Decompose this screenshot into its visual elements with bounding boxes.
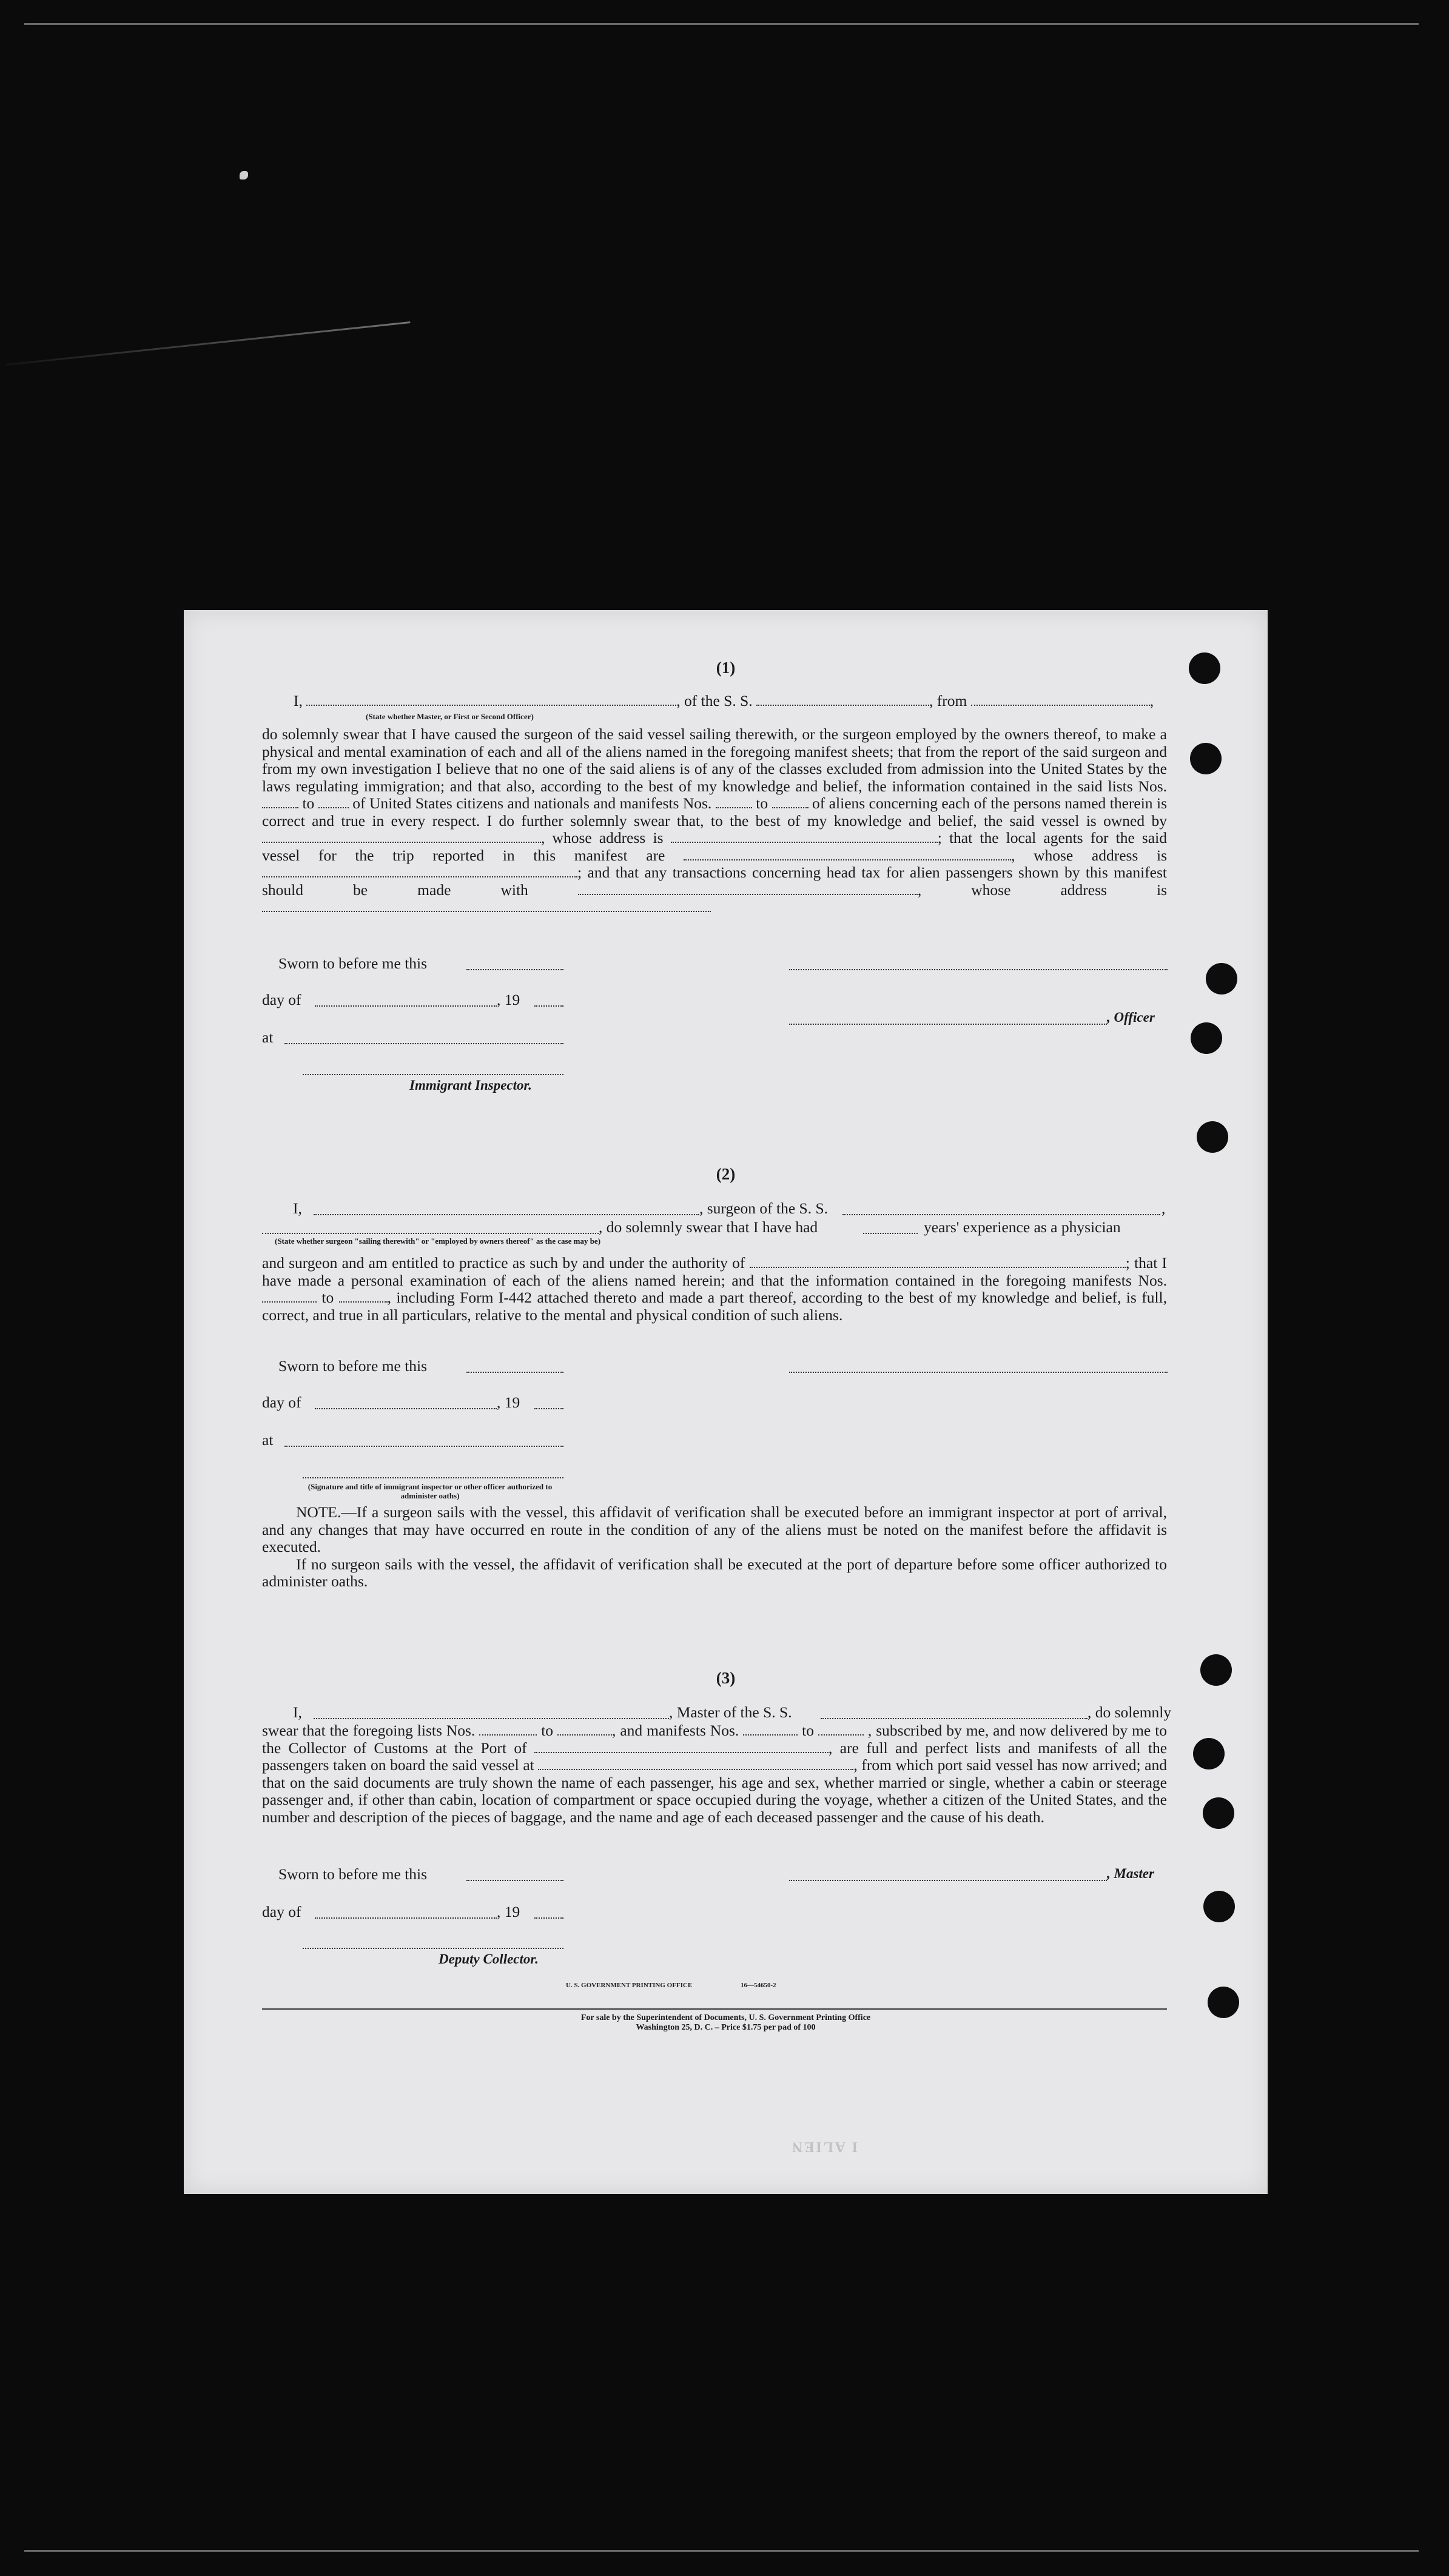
s1-from-port-field[interactable] (971, 694, 1150, 706)
s1-owner-address-field[interactable] (671, 831, 938, 843)
s2-official-signature-field[interactable] (303, 1477, 563, 1478)
s1-paragraph-3: that the local agents for the said vessel for the trip reported in this manifest are (262, 829, 1168, 864)
s3-lists-from-field[interactable] (479, 1723, 537, 1736)
s2-month-field[interactable] (315, 1408, 497, 1409)
s2-swear-label: , do solemnly swear that I have had (599, 1218, 818, 1236)
footer-line-1: For sale by the Superintendent of Documents, U. S. Government Printing Office (580, 2013, 871, 2022)
s3-swear-label: , do solemnly (1088, 1703, 1172, 1721)
s1-head-tax-address-field[interactable] (262, 900, 711, 912)
s1-inspector-signature-field[interactable] (303, 1074, 563, 1075)
s3-to-label: to (541, 1722, 554, 1739)
s3-collector-signature-field[interactable] (303, 1948, 563, 1949)
s2-semicolon: ; (1125, 1254, 1130, 1272)
s3-year-label: , 19 (497, 1903, 520, 1920)
s1-officer-title-field[interactable] (789, 1024, 1107, 1025)
s3-port-field[interactable] (534, 1741, 829, 1753)
s2-surgeon-name-field[interactable] (314, 1214, 699, 1215)
s1-from-label: , from (929, 692, 967, 709)
s1-owner-address-label: , whose address is (541, 829, 664, 847)
s3-master-of-label: , Master of the S. S. (669, 1703, 792, 1721)
s1-agents-field[interactable] (684, 848, 1011, 860)
s2-sworn-date-field[interactable] (466, 1372, 563, 1373)
printing-office-mark: U. S. GOVERNMENT PRINTING OFFICE (566, 1982, 693, 1989)
scan-edge-top (24, 23, 1419, 25)
s1-agents-address-field[interactable] (262, 865, 577, 877)
s3-paragraph-1c: , subscribed by me, and now (867, 1722, 1046, 1739)
s1-manifests-to-field[interactable] (772, 796, 809, 808)
s1-to-label: to (302, 794, 315, 812)
dust-speck (240, 171, 248, 179)
s2-paragraph-2b: , including Form I-442 attached thereto and made a part thereof, according to the best of my knowledge and belief, is full, correct, and true in all particulars, relative to the mental and physical condition of such aliens. (262, 1289, 1167, 1324)
footer-line-2: Washington 25, D. C. – Price $1.75 per pad of 100 (636, 2023, 816, 2032)
manifest-back-page (184, 610, 1268, 2194)
s2-to-label: to (321, 1289, 334, 1306)
punch-hole (1190, 743, 1222, 774)
s2-comma: , (1162, 1199, 1166, 1217)
s1-inspector-label: Immigrant Inspector. (409, 1078, 532, 1093)
s3-manifests-to-field[interactable] (818, 1723, 864, 1736)
form-code: 16—54650-2 (741, 1982, 776, 1989)
s2-paragraph-2: that I have made a personal examination of each of the aliens named herein; and that the information contained in the foregoing manifests Nos. (262, 1254, 1168, 1289)
s3-master-name-field[interactable] (314, 1718, 669, 1719)
s3-master-signature-field[interactable] (789, 1880, 1107, 1881)
punch-hole (1197, 1121, 1228, 1153)
s1-i-label: I, (294, 692, 303, 709)
s3-paragraph-3: manifests of all the passengers taken on board the said vessel at (262, 1739, 1168, 1774)
punch-hole (1203, 1891, 1235, 1922)
s2-i-label: I, (293, 1199, 302, 1217)
section-3-body (262, 1722, 1167, 1826)
s1-paragraph-4b: ; and that any transactions concerning head tax for alien passengers shown by this manifest should be made with (262, 864, 1167, 899)
scan-edge-bottom (24, 2550, 1419, 2552)
s3-sworn-date-field[interactable] (466, 1880, 563, 1881)
s3-manifests-label: , and manifests Nos. (612, 1722, 739, 1739)
s1-paragraph-4c: , whose address is (917, 880, 1168, 899)
bleed-through-text: I ALIEN (790, 2139, 858, 2155)
footer-rule (262, 2008, 1167, 2010)
s2-signature-caption: (Signature and title of immigrant inspector or other officer authorized to administer oaths) (308, 1482, 553, 1500)
s3-paragraph-2b: , are full and perfect lists and (829, 1739, 1030, 1757)
s1-manifests-from-field[interactable] (716, 796, 752, 808)
s1-ship-name-field[interactable] (756, 694, 929, 706)
s1-year-label: , 19 (497, 991, 520, 1008)
s3-month-field[interactable] (315, 1917, 497, 1919)
s2-years-field[interactable] (863, 1233, 918, 1234)
s2-surgeon-signature-field[interactable] (789, 1372, 1168, 1373)
s3-paragraph-2: delivered by me to the Collector of Customs at the Port of (262, 1722, 1168, 1757)
s1-year-field[interactable] (534, 1005, 563, 1007)
s1-comma-2: , (1011, 846, 1015, 864)
s1-owner-field[interactable] (262, 831, 541, 843)
s3-lists-to-field[interactable] (557, 1723, 612, 1736)
s3-ship-name-field[interactable] (821, 1718, 1088, 1719)
punch-hole (1191, 1022, 1222, 1054)
section-2-number: (2) (716, 1165, 736, 1183)
s2-day-of-label: day of (262, 1394, 301, 1411)
s3-sworn-label: Sworn to before me this (278, 1865, 428, 1883)
s2-paragraph-1: and surgeon and am entitled to practice as such by and under the authority of (262, 1254, 745, 1272)
section-1-body (262, 726, 1167, 916)
s1-to2-label: to (756, 794, 768, 812)
s1-at-label: at (262, 1028, 274, 1046)
s2-year-field[interactable] (534, 1408, 563, 1409)
s1-head-tax-party-field[interactable] (578, 883, 918, 895)
s2-ship-name-field[interactable] (842, 1214, 1160, 1215)
section-2-notes (262, 1504, 1167, 1591)
section-3-number: (3) (716, 1669, 736, 1687)
s1-semicolon: ; (937, 829, 942, 847)
punch-hole (1203, 1797, 1234, 1829)
s2-surgeon-type-field[interactable] (262, 1233, 599, 1234)
s1-master-caption: (State whether Master, or First or Second Officer) (366, 712, 534, 721)
s2-note-1: NOTE.—If a surgeon sails with the vessel, this affidavit of verification shall be executed before an immigrant inspector at port of arrival, and any changes that may have occurred en route in the condition of any of the aliens must be noted on the manifest before the affidavit is executed. (262, 1503, 1167, 1555)
s1-officer-name-field[interactable] (306, 694, 676, 706)
s2-surgeon-of-label: , surgeon of the S. S. (699, 1199, 829, 1217)
s2-year-label: , 19 (497, 1394, 520, 1411)
section-2-body (262, 1255, 1167, 1324)
s2-authority-field[interactable] (750, 1256, 1126, 1268)
section-1-number: (1) (716, 659, 736, 677)
s2-manifests-to-field[interactable] (339, 1290, 388, 1303)
s1-officer-signature-field[interactable] (789, 969, 1168, 970)
s1-paragraph-2b: of aliens concerning each of the persons named therein is correct and true in every respect. I do further solemnly swear that, to the best of my knowledge and belief, the said vessel is owned by (262, 794, 1168, 830)
s3-to2-label: to (802, 1722, 815, 1739)
s2-manifests-from-field[interactable] (262, 1290, 317, 1303)
punch-hole (1206, 963, 1237, 995)
s2-years-label: years' experience as a physician (924, 1218, 1121, 1236)
s3-paragraph-1: swear that the foregoing lists Nos. (262, 1722, 476, 1739)
s1-comma: , (1149, 692, 1154, 709)
section-1-oath-line (262, 693, 1167, 710)
s2-at-label: at (262, 1431, 274, 1449)
s2-surgeon-caption: (State whether surgeon "sailing therewith" or "employed by owners thereof" as the case may be) (275, 1236, 601, 1246)
punch-hole (1193, 1738, 1225, 1769)
s1-sworn-label: Sworn to before me this (278, 954, 428, 972)
film-scratch (6, 321, 411, 366)
s1-sworn-date-field[interactable] (466, 969, 563, 970)
s2-note-2: If no surgeon sails with the vessel, the affidavit of verification shall be executed at the port of departure before some officer authorized to administer oaths. (262, 1555, 1167, 1590)
s3-deputy-label: Deputy Collector. (439, 1951, 539, 1967)
s3-paragraph-3b: , from which (853, 1756, 933, 1774)
s1-paragraph-2a: of United States citizens and nationals and manifests Nos. (352, 794, 712, 812)
s1-officer-label: , Officer (1107, 1010, 1155, 1025)
s3-paragraph-4: port said vessel has now arrived; and that on the said documents are truly shown the name of each passenger, his age and sex, whether married or single, whether a cabin or steerage passenger and, if other than cabin, location of compartment or space occupied during the voyage, whether a citizen of the United States, and the number and description of the pieces of baggage, and the name and age of each deceased passenger and the cause of his death. (262, 1756, 1168, 1826)
s1-month-field[interactable] (315, 1005, 497, 1007)
s1-lists-to-field[interactable] (318, 796, 349, 808)
s2-place-field[interactable] (284, 1446, 563, 1447)
s3-manifests-from-field[interactable] (743, 1723, 798, 1736)
s1-lists-from-field[interactable] (262, 796, 298, 808)
s1-paragraph-4a: whose address is (1034, 846, 1168, 864)
s3-year-field[interactable] (534, 1917, 563, 1919)
s1-place-field[interactable] (284, 1043, 563, 1044)
s1-day-of-label: day of (262, 991, 301, 1008)
s3-master-label: , Master (1107, 1866, 1154, 1881)
s3-i-label: I, (293, 1703, 302, 1721)
s1-of-ss-label: , of the S. S. (676, 692, 753, 709)
s2-sworn-label: Sworn to before me this (278, 1357, 428, 1375)
s3-embark-port-field[interactable] (538, 1758, 853, 1770)
s1-paragraph-1: do solemnly swear that I have caused the surgeon of the said vessel sailing therewith, or the surgeon employed by the owners thereof, to make a physical and mental examination of each and all of the aliens named in the foregoing manifest sheets; that from the report of the said surgeon and from my own investigation I believe that no one of the said aliens is of any of the classes excluded from admission into the United States by the laws regulating immigration; and that also, according to the best of my knowledge and belief, the information contained in the said lists Nos. (262, 725, 1167, 795)
s3-day-of-label: day of (262, 1903, 301, 1920)
